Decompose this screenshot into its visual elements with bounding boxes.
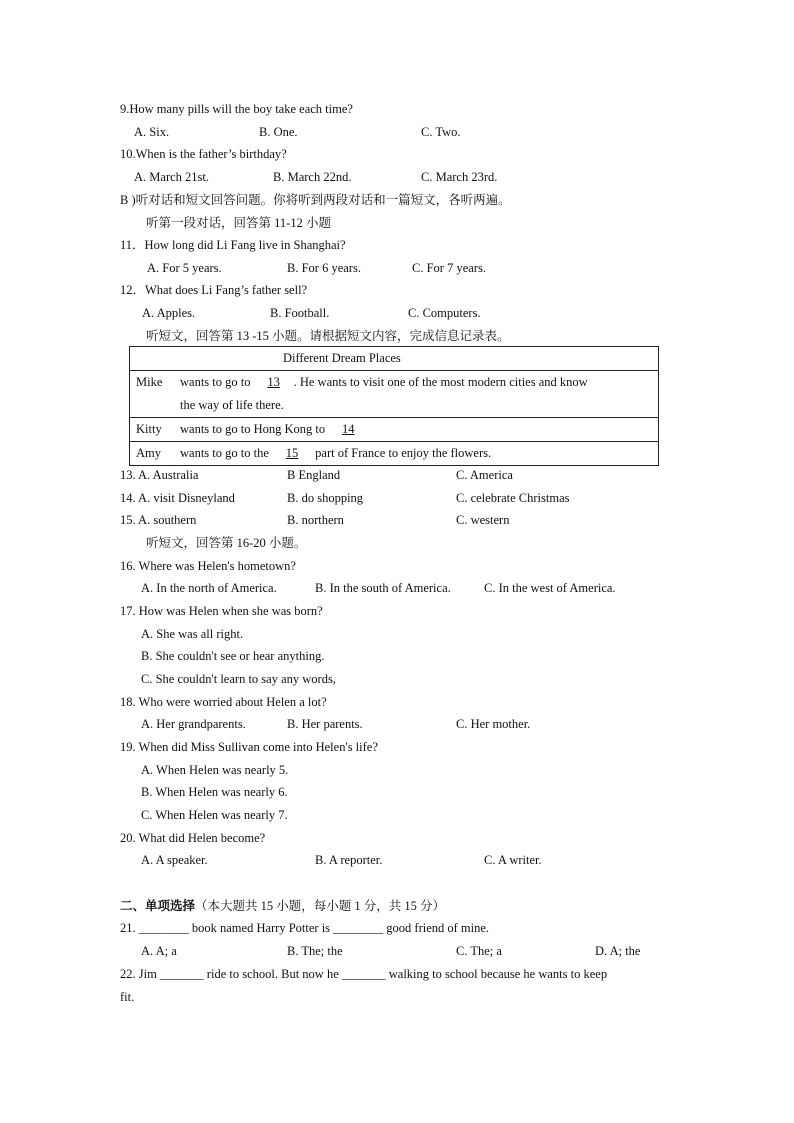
question-9: 9.How many pills will the boy take each time? <box>120 102 353 116</box>
q13-option-c: C. America <box>456 468 513 482</box>
table-title: Different Dream Places <box>130 347 659 371</box>
question-21: 21. ________ book named Harry Potter is ________ good friend of mine. <box>120 921 490 935</box>
question-15: 15. A. southern <box>120 513 197 527</box>
passage2-intro: 听短文，回答第 16-20 小题。 <box>146 536 307 550</box>
q21-option-b: B. The; the <box>287 944 343 958</box>
part2-heading <box>120 898 445 914</box>
question-18: 18. Who were worried about Helen a lot? <box>120 695 327 709</box>
section-b-intro: B )听对话和短文回答问题。你将听到两段对话和一篇短文，各听两遍。 <box>120 193 511 207</box>
question-22: 22. Jim _______ ride to school. But now he _______ walking to school because he wants to keep <box>120 967 608 981</box>
q12-option-c: C. Computers. <box>408 306 481 320</box>
q17-option-c: C. She couldn't learn to say any words, <box>141 672 336 686</box>
q11-option-b: B. For 6 years. <box>287 261 361 275</box>
blank-13: 13 <box>267 375 280 389</box>
q18-option-c: C. Her mother. <box>456 717 531 731</box>
row-text-post: part of France to enjoy the flowers. <box>315 446 492 460</box>
q18-option-b: B. Her parents. <box>287 717 363 731</box>
q21-option-a: A. A; a <box>141 944 177 958</box>
question-17: 17. How was Helen when she was born? <box>120 604 323 618</box>
row-text-post: . He wants to visit one of the most modern cities and know <box>293 375 588 389</box>
q17-option-b: B. She couldn't see or hear anything. <box>141 649 325 663</box>
q9-option-b: B. One. <box>259 125 298 139</box>
question-12: 12．What does Li Fang’s father sell? <box>120 283 308 297</box>
question-16: 16. Where was Helen's hometown? <box>120 559 296 573</box>
dream-places-table <box>129 346 659 466</box>
q12-option-b: B. Football. <box>270 306 330 320</box>
q15-option-b: B. northern <box>287 513 344 527</box>
question-22-cont: fit. <box>120 990 135 1004</box>
q14-option-b: B. do shopping <box>287 491 364 505</box>
row-text-pre: wants to go to <box>180 375 251 389</box>
row-text-pre: wants to go to Hong Kong to <box>180 422 326 436</box>
q16-option-c: C. In the west of America. <box>484 581 616 595</box>
q21-option-c: C. The; a <box>456 944 502 958</box>
q11-option-a: A. For 5 years. <box>147 261 222 275</box>
q19-option-a: A. When Helen was nearly 5. <box>141 763 289 777</box>
passage1-intro: 听短文，回答第 13 -15 小题。请根据短文内容，完成信息记录表。 <box>146 329 510 343</box>
question-11: 11．How long did Li Fang live in Shanghai? <box>120 238 346 252</box>
q9-option-a: A. Six. <box>134 125 170 139</box>
part2-note: （本大题共 15 小题，每小题 1 分，共 15 分） <box>195 899 446 913</box>
row-text-cont: the way of life there. <box>180 398 284 412</box>
blank-14: 14 <box>342 422 355 436</box>
q10-option-a: A. March 21st. <box>134 170 209 184</box>
q10-option-b: B. March 22nd. <box>273 170 352 184</box>
q21-option-d: D. A; the <box>595 944 641 958</box>
row-text-pre: wants to go to the <box>180 446 269 460</box>
question-20: 20. What did Helen become? <box>120 831 266 845</box>
question-14: 14. A. visit Disneyland <box>120 491 235 505</box>
table-row-amy <box>130 442 659 466</box>
table-row-mike <box>130 371 659 418</box>
q13-option-b: B England <box>287 468 341 482</box>
table-row-kitty <box>130 418 659 442</box>
row-name: Kitty <box>136 422 162 436</box>
q14-option-c: C. celebrate Christmas <box>456 491 570 505</box>
row-name: Mike <box>136 375 163 389</box>
dialog1-intro: 听第一段对话，回答第 11-12 小题 <box>146 216 331 230</box>
question-10: 10.When is the father’s birthday? <box>120 147 287 161</box>
q16-option-b: B. In the south of America. <box>315 581 451 595</box>
q19-option-c: C. When Helen was nearly 7. <box>141 808 288 822</box>
q11-option-c: C. For 7 years. <box>412 261 486 275</box>
q20-option-b: B. A reporter. <box>315 853 383 867</box>
part2-title: 二、单项选择 <box>120 899 196 913</box>
q12-option-a: A. Apples. <box>142 306 196 320</box>
q20-option-c: C. A writer. <box>484 853 542 867</box>
q20-option-a: A. A speaker. <box>141 853 208 867</box>
row-name: Amy <box>136 446 161 460</box>
q9-option-c: C. Two. <box>421 125 461 139</box>
q17-option-a: A. She was all right. <box>141 627 244 641</box>
question-13: 13. A. Australia <box>120 468 199 482</box>
q18-option-a: A. Her grandparents. <box>141 717 246 731</box>
q16-option-a: A. In the north of America. <box>141 581 277 595</box>
question-19: 19. When did Miss Sullivan come into Helen's life? <box>120 740 378 754</box>
q15-option-c: C. western <box>456 513 510 527</box>
blank-15: 15 <box>285 446 299 460</box>
q10-option-c: C. March 23rd. <box>421 170 498 184</box>
q19-option-b: B. When Helen was nearly 6. <box>141 785 288 799</box>
